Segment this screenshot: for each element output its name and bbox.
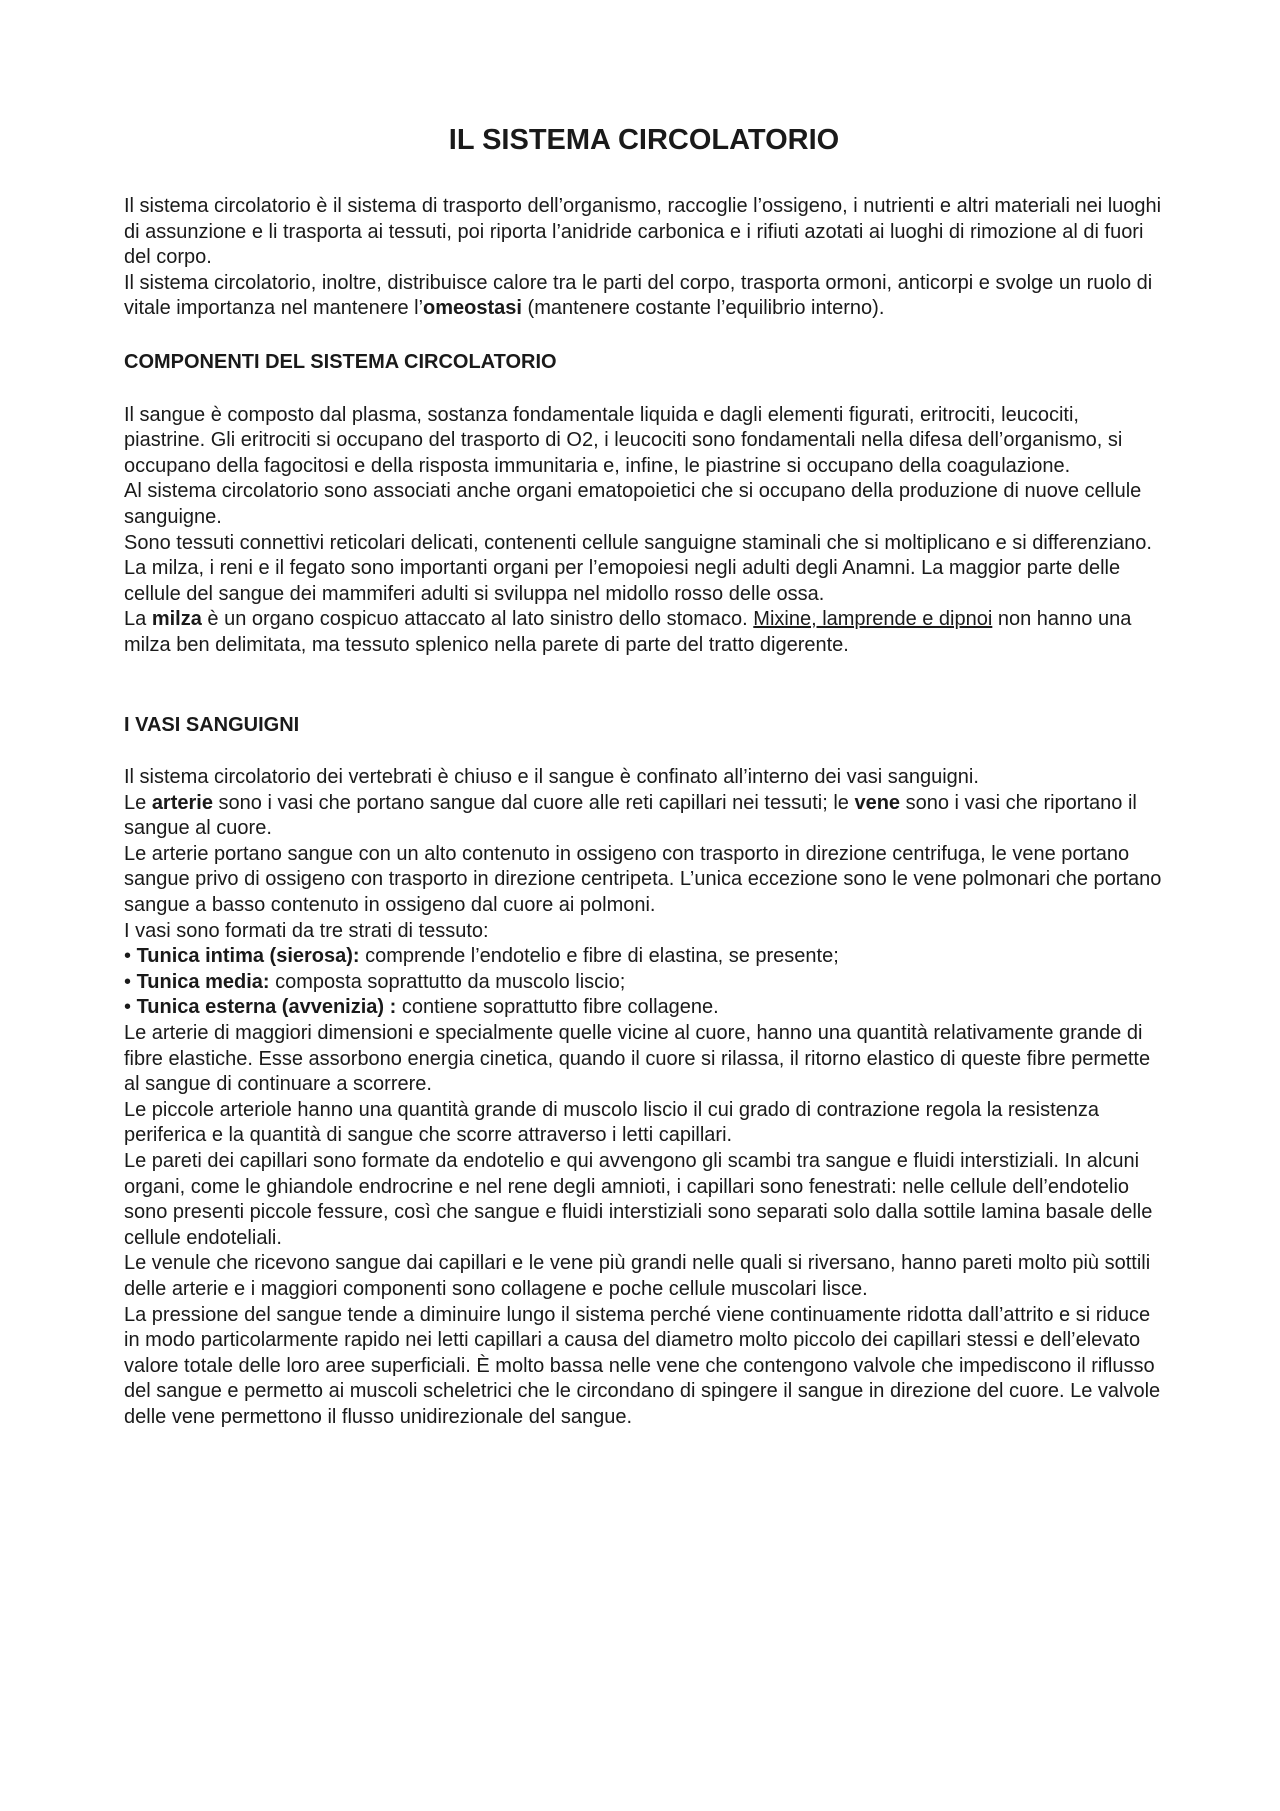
vasi-paragraph-1: Il sistema circolatorio dei vertebrati è chiuso e il sangue è confinato all’interno dei vasi sanguigni. (124, 766, 979, 789)
intro-paragraph-2 (124, 271, 1164, 322)
intro-paragraph-2-tail: (mantenere costante l’equilibrio interno). (521, 297, 885, 320)
vasi-paragraph-7: Le pareti dei capillari sono formate da endotelio e qui avvengono gli scambi tra sangue e fluidi interstiziali. In alcuni organi, come le ghiandole endrocrine e nel rene degli amnioti, i capillari sono fenestrati: nelle cellule dell’endotelio sono presenti piccole fessure, così che sangue e fluidi interstiziali sono separati solo dalla sottile lamina basale delle cellule endoteliali. (124, 1150, 1153, 1249)
componenti-paragraph-4-lead: La (124, 608, 152, 631)
document-page (124, 122, 1164, 1431)
intro-paragraph-1: Il sistema circolatorio è il sistema di trasporto dell’organismo, raccoglie l’ossigeno, i nutrienti e altri materiali nei luoghi di assunzione e li trasporta ai tessuti, poi riporta l’anidride carbonica e i rifiuti azotati ai luoghi di rimozione al di fuori del corpo. (124, 195, 1162, 269)
componenti-paragraph-1: Il sangue è composto dal plasma, sostanza fondamentale liquida e dagli elementi figurati, eritrociti, leucociti, piastrine. Gli eritrociti si occupano del trasporto di O2, i leucociti sono fondamentali nella difesa dell’organismo, si occupano della fagocitosi e della risposta immunitaria e, infine, le piastrine si occupano della coagulazione. (124, 403, 1123, 477)
underlined-species: Mixine, lamprende e dipnoi (753, 608, 993, 631)
bullet-term: Tunica media: (136, 970, 270, 993)
componenti-paragraph-4-tail: non hanno una milza ben delimitata, ma tessuto splenico nella parete di parte del tratto digerente. (124, 608, 1132, 656)
vasi-paragraph-2-e: sono i vasi che riportano il sangue al cuore. (124, 791, 1137, 840)
bullet-marker: • (124, 996, 137, 1019)
vasi-paragraph-2 (124, 791, 1164, 842)
spacer (124, 376, 1164, 403)
vasi-paragraph-9: La pressione del sangue tende a diminuire lungo il sistema perché viene continuamente ridotta dall’attrito e si riduce in modo particolarmente rapido nei letti capillari a causa del diametro molto piccolo dei capillari stessi e dell’elevato valore totale delle loro aree superficiali. È molto bassa nelle vene che contengono valvole che impediscono il riflusso del sangue e permetto ai muscoli scheletrici che le circondano di spingere il sangue in direzione del cuore. Le valvole delle vene permettono il flusso unidirezionale del sangue. (124, 1303, 1161, 1428)
componenti-paragraph-4-middle: è un organo cospicuo attaccato al lato sinistro dello stomaco. (201, 608, 754, 631)
intro-paragraph-2-text: Il sistema circolatorio, inoltre, distribuisce calore tra le parti del corpo, trasporta ormoni, anticorpi e svolge un ruolo di vitale importanza nel mantenere l’ (124, 271, 1153, 320)
spacer (124, 322, 1164, 350)
spacer (124, 738, 1164, 765)
vasi-paragraph-8: Le venule che ricevono sangue dai capillari e le vene più grandi nelle quali si riversano, hanno pareti molto più sottili delle arterie e i maggiori componenti sono collagene e poche cellule muscolari lisce. (124, 1252, 1151, 1300)
bullet-item-tunica-esterna (124, 995, 1164, 1021)
componenti-paragraph-2: Al sistema circolatorio sono associati anche organi ematopoietici che si occupano della produzione di nuove cellule sanguigne. (124, 480, 1142, 528)
bullet-text: contiene soprattutto fibre collagene. (396, 996, 719, 1019)
bullet-text: composta soprattutto da muscolo liscio; (269, 970, 626, 993)
term-milza: milza (151, 608, 202, 631)
bullet-term: Tunica intima (sierosa): (136, 945, 360, 968)
term-omeostasi: omeostasi (423, 297, 522, 320)
bullet-marker: • (124, 970, 137, 993)
vasi-paragraph-3: Le arterie portano sangue con un alto contenuto in ossigeno con trasporto in direzione centrifuga, le vene portano sangue privo di ossigeno con trasporto in direzione centripeta. L’unica eccezione sono le vene polmonari che portano sangue a basso contenuto in ossigeno dal cuore ai polmoni. (124, 842, 1162, 917)
bullet-marker: • (124, 945, 137, 968)
componenti-paragraph-3: Sono tessuti connettivi reticolari delicati, contenenti cellule sanguigne staminali che si moltiplicano e si differenziano. La milza, i reni e il fegato sono importanti organi per l’emopoiesi negli adulti degli Anamni. La maggior parte delle cellule del sangue dei mammiferi adulti si sviluppa nel midollo rosso delle ossa. (124, 531, 1152, 605)
page-title: IL SISTEMA CIRCOLATORIO (448, 124, 840, 156)
bullet-text: comprende l’endotelio e fibre di elastina, se presente; (359, 945, 839, 968)
vasi-paragraph-2-a: Le (124, 791, 152, 814)
vasi-paragraph-6: Le piccole arteriole hanno una quantità grande di muscolo liscio il cui grado di contrazione regola la resistenza periferica e la quantità di sangue che scorre attraverso i letti capillari. (124, 1098, 1100, 1147)
bullet-item-tunica-media (124, 970, 1164, 996)
componenti-paragraph-4 (124, 607, 1164, 658)
section-heading-componenti: COMPONENTI DEL SISTEMA CIRCOLATORIO (124, 350, 557, 373)
section-heading-vasi: I VASI SANGUIGNI (124, 713, 300, 736)
vasi-paragraph-5: Le arterie di maggiori dimensioni e specialmente quelle vicine al cuore, hanno una quantità relativamente grande di fibre elastiche. Esse assorbono energia cinetica, quando il cuore si rilassa, il ritorno elastico di queste fibre permette al sangue di continuare a scorrere. (124, 1022, 1151, 1096)
term-arterie: arterie (151, 791, 213, 814)
vasi-paragraph-2-c: sono i vasi che portano sangue dal cuore alle reti capillari nei tessuti; le (212, 791, 855, 814)
vasi-paragraph-4: I vasi sono formati da tre strati di tessuto: (124, 919, 489, 942)
spacer (124, 659, 1164, 713)
term-vene: vene (854, 791, 901, 814)
bullet-item-tunica-intima (124, 944, 1164, 970)
bullet-term: Tunica esterna (avvenizia) : (136, 996, 397, 1019)
